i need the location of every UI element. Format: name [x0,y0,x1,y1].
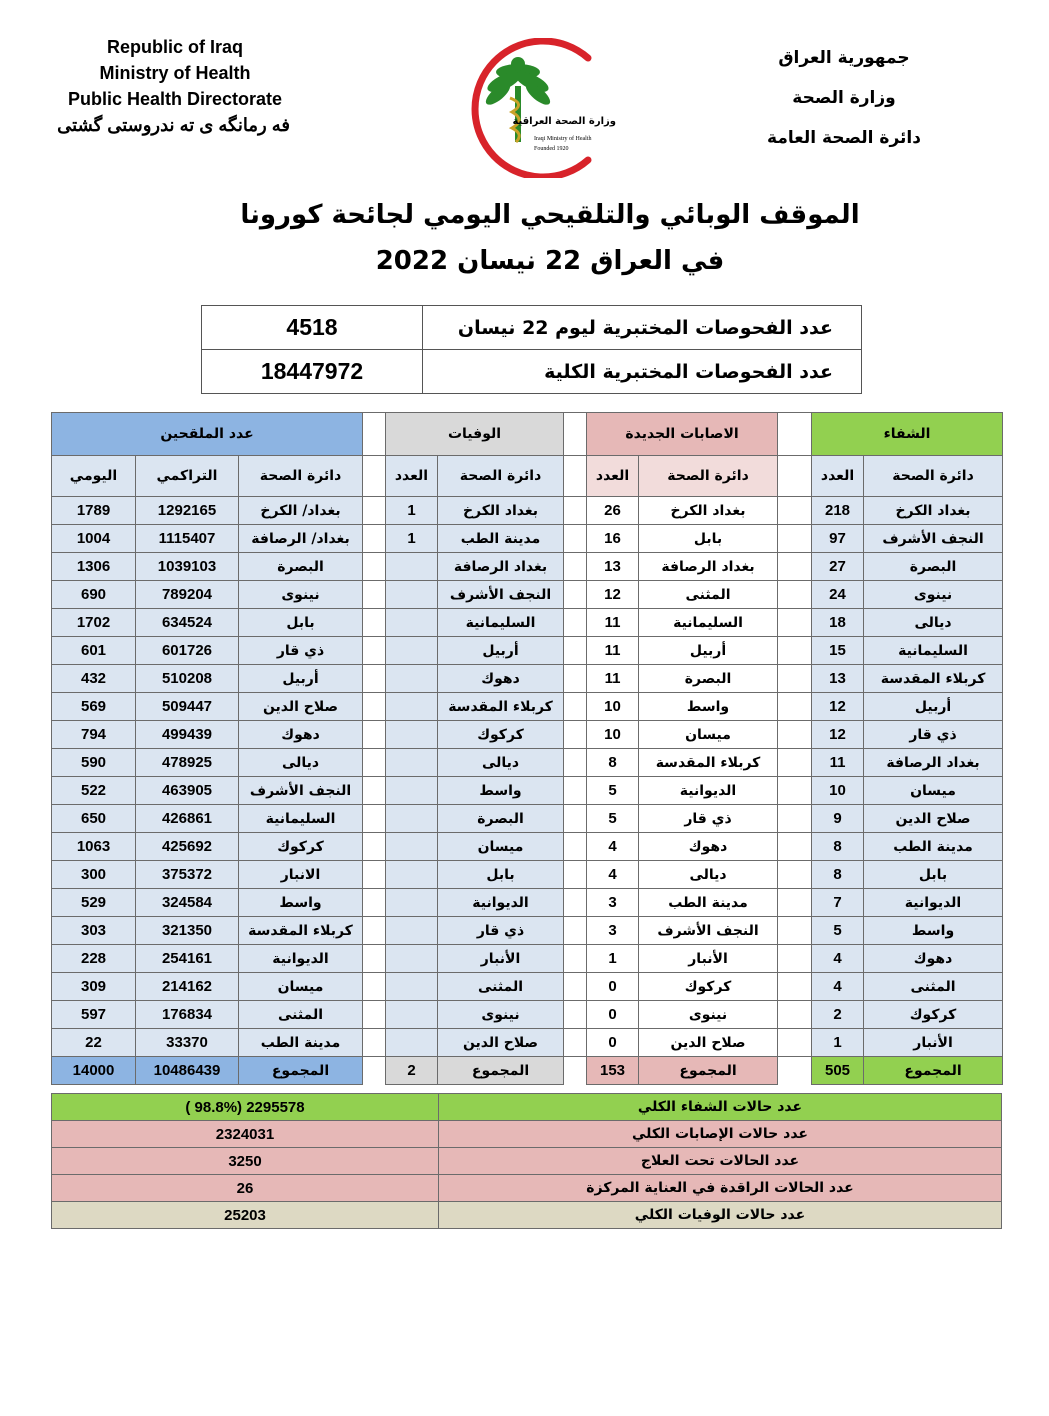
cell-vac-directorate: الديوانية [239,945,363,973]
main-table [51,412,1003,1085]
cell-dead-directorate: ذي قار [438,917,564,945]
cell-vac-cumulative: 375372 [136,861,239,889]
summary-table [51,1093,1002,1229]
total-dead-count: 2 [386,1057,438,1085]
cell-vac-daily: 597 [52,1001,136,1029]
summary-recovered-label: عدد حالات الشفاء الكلي [439,1094,1002,1121]
cell-dead-count: 1 [386,525,438,553]
cell-vac-cumulative: 463905 [136,777,239,805]
header-ku-line: فه رمانگه ى ته ندروستى گشتى [57,115,290,135]
cell-inf-directorate: صلاح الدين [639,1029,778,1057]
summary-under-treatment-label: عدد الحالات تحت العلاج [439,1148,1002,1175]
cell-inf-directorate: بغداد الكرخ [639,497,778,525]
cell-rec-count: 11 [812,749,864,777]
cell-rec-count: 12 [812,721,864,749]
cell-rec-count: 218 [812,497,864,525]
cell-vac-daily: 1306 [52,553,136,581]
cell-rec-count: 4 [812,945,864,973]
cell-inf-directorate: بابل [639,525,778,553]
cell-rec-count: 10 [812,777,864,805]
cell-vac-cumulative: 634524 [136,609,239,637]
table-row [52,1001,1003,1029]
cell-dead-count [386,833,438,861]
cell-rec-count: 12 [812,693,864,721]
cell-dead-count [386,749,438,777]
cell-vac-cumulative: 789204 [136,581,239,609]
tests-daily-value: 4518 [202,306,423,350]
cell-rec-count: 24 [812,581,864,609]
col-rec-directorate: دائرة الصحة [864,456,1003,497]
cell-rec-count: 1 [812,1029,864,1057]
table-row [52,693,1003,721]
column-header-row [52,456,1003,497]
cell-dead-count: 1 [386,497,438,525]
cell-rec-directorate: الأنبار [864,1029,1003,1057]
header-english [57,34,290,138]
cell-vac-cumulative: 426861 [136,805,239,833]
cell-dead-count [386,581,438,609]
cell-vac-daily: 1004 [52,525,136,553]
cell-dead-count [386,637,438,665]
cell-vac-directorate: مدينة الطب [239,1029,363,1057]
cell-vac-daily: 432 [52,665,136,693]
cell-rec-directorate: ذي قار [864,721,1003,749]
cell-dead-count [386,973,438,1001]
tests-total-value: 18447972 [202,350,423,394]
tests-row-total [202,350,862,394]
cell-vac-cumulative: 33370 [136,1029,239,1057]
summary-icu-label: عدد الحالات الراقدة في العناية المركزة [439,1175,1002,1202]
cell-rec-count: 4 [812,973,864,1001]
cell-vac-directorate: واسط [239,889,363,917]
cell-rec-count: 15 [812,637,864,665]
table-row [52,945,1003,973]
col-cumulative: التراكمي [136,456,239,497]
cell-dead-directorate: السليمانية [438,609,564,637]
header-en-line-1: Republic of Iraq [106,37,243,57]
cell-dead-count [386,1029,438,1057]
col-inf-count: العدد [587,456,639,497]
cell-inf-directorate: النجف الأشرف [639,917,778,945]
cell-vac-cumulative: 601726 [136,637,239,665]
cell-vac-cumulative: 425692 [136,833,239,861]
cell-vac-daily: 22 [52,1029,136,1057]
cell-dead-directorate: البصرة [438,805,564,833]
summary-row-deaths [52,1202,1002,1229]
cell-dead-directorate: الديوانية [438,889,564,917]
total-vac-daily: 14000 [52,1057,136,1085]
table-row [52,805,1003,833]
cell-dead-count [386,777,438,805]
cell-vac-directorate: نينوى [239,581,363,609]
table-row [52,665,1003,693]
table-row [52,497,1003,525]
table-row [52,749,1003,777]
cell-inf-count: 10 [587,693,639,721]
table-row [52,861,1003,889]
table-row [52,1029,1003,1057]
total-inf-count: 153 [587,1057,639,1085]
cell-rec-count: 8 [812,833,864,861]
cell-rec-directorate: بابل [864,861,1003,889]
table-row [52,525,1003,553]
cell-inf-count: 13 [587,553,639,581]
cell-rec-count: 18 [812,609,864,637]
cell-dead-directorate: صلاح الدين [438,1029,564,1057]
cell-vac-directorate: المثنى [239,1001,363,1029]
cell-rec-count: 13 [812,665,864,693]
summary-deaths-value: 25203 [52,1202,439,1229]
cell-dead-count [386,889,438,917]
cell-inf-directorate: بغداد الرصافة [639,553,778,581]
cell-rec-directorate: البصرة [864,553,1003,581]
cell-rec-directorate: كربلاء المقدسة [864,665,1003,693]
table-row [52,581,1003,609]
cell-inf-count: 3 [587,917,639,945]
cell-rec-directorate: السليمانية [864,637,1003,665]
total-rec-count: 505 [812,1057,864,1085]
cell-inf-count: 10 [587,721,639,749]
table-row [52,637,1003,665]
logo-text: وزارة الصحة العراقية [512,116,616,127]
palm-tree-icon [438,38,608,178]
cell-dead-count [386,861,438,889]
cell-inf-count: 11 [587,665,639,693]
cell-vac-daily: 569 [52,693,136,721]
cell-vac-daily: 1789 [52,497,136,525]
cell-inf-count: 4 [587,861,639,889]
cell-vac-daily: 690 [52,581,136,609]
cell-dead-directorate: ميسان [438,833,564,861]
summary-row-under-treatment [52,1148,1002,1175]
cell-vac-cumulative: 176834 [136,1001,239,1029]
cell-dead-count [386,665,438,693]
cell-vac-directorate: كركوك [239,833,363,861]
tests-daily-label: عدد الفحوصات المختبرية ليوم 22 نيسان [423,306,862,350]
cell-dead-directorate: النجف الأشرف [438,581,564,609]
summary-under-treatment-value: 3250 [52,1148,439,1175]
cell-inf-count: 4 [587,833,639,861]
cell-inf-count: 3 [587,889,639,917]
cell-vac-directorate: النجف الأشرف [239,777,363,805]
table-row [52,973,1003,1001]
header-ar-line-2: وزارة الصحة [792,88,896,108]
cell-vac-daily: 309 [52,973,136,1001]
category-vaccinated: عدد الملقحين [52,413,363,456]
cell-vac-daily: 650 [52,805,136,833]
cell-rec-directorate: دهوك [864,945,1003,973]
cell-inf-count: 5 [587,805,639,833]
cell-dead-directorate: أربيل [438,637,564,665]
cell-inf-directorate: كركوك [639,973,778,1001]
cell-rec-directorate: ديالى [864,609,1003,637]
cell-dead-directorate: كركوك [438,721,564,749]
total-rec-label: المجموع [864,1057,1003,1085]
cell-vac-cumulative: 1039103 [136,553,239,581]
cell-rec-directorate: المثنى [864,973,1003,1001]
total-vac-cumulative: 10486439 [136,1057,239,1085]
cell-rec-directorate: مدينة الطب [864,833,1003,861]
cell-inf-count: 26 [587,497,639,525]
cell-vac-directorate: ديالى [239,749,363,777]
cell-dead-count [386,917,438,945]
cell-rec-directorate: ميسان [864,777,1003,805]
col-dead-directorate: دائرة الصحة [438,456,564,497]
tests-table [201,305,862,394]
summary-row-recovered [52,1094,1002,1121]
cell-vac-directorate: ميسان [239,973,363,1001]
total-dead-label: المجموع [438,1057,564,1085]
cell-dead-directorate: واسط [438,777,564,805]
cell-rec-directorate: الديوانية [864,889,1003,917]
cell-inf-count: 12 [587,581,639,609]
header-en-line-2: Ministry of Health [99,63,251,83]
table-row [52,889,1003,917]
cell-inf-directorate: مدينة الطب [639,889,778,917]
header-ar-line-3: دائرة الصحة العامة [767,128,921,148]
cell-dead-directorate: ديالى [438,749,564,777]
table-row [52,777,1003,805]
total-vac-label: المجموع [239,1057,363,1085]
cell-dead-directorate: نينوى [438,1001,564,1029]
cell-inf-count: 1 [587,945,639,973]
cell-vac-cumulative: 1115407 [136,525,239,553]
cell-dead-count [386,945,438,973]
cell-vac-cumulative: 214162 [136,973,239,1001]
cell-vac-cumulative: 1292165 [136,497,239,525]
cell-dead-directorate: بابل [438,861,564,889]
cell-inf-count: 0 [587,973,639,1001]
header-ar-line-1: جمهورية العراق [778,48,910,68]
category-header-row [52,413,1003,456]
cell-vac-cumulative: 321350 [136,917,239,945]
cell-inf-directorate: ميسان [639,721,778,749]
summary-row-infections [52,1121,1002,1148]
cell-dead-count [386,693,438,721]
cell-inf-directorate: ديالى [639,861,778,889]
cell-inf-directorate: واسط [639,693,778,721]
cell-vac-directorate: صلاح الدين [239,693,363,721]
cell-inf-directorate: البصرة [639,665,778,693]
cell-rec-count: 27 [812,553,864,581]
cell-vac-cumulative: 499439 [136,721,239,749]
table-row [52,609,1003,637]
summary-recovered-value: ( 98.8%) 2295578 [52,1094,439,1121]
summary-infections-label: عدد حالات الإصابات الكلي [439,1121,1002,1148]
cell-vac-daily: 303 [52,917,136,945]
cell-vac-directorate: بغداد/ الكرخ [239,497,363,525]
cell-inf-directorate: نينوى [639,1001,778,1029]
cell-dead-directorate: مدينة الطب [438,525,564,553]
cell-vac-cumulative: 509447 [136,693,239,721]
cell-rec-directorate: بغداد الكرخ [864,497,1003,525]
cell-dead-directorate: بغداد الرصافة [438,553,564,581]
cell-inf-directorate: المثنى [639,581,778,609]
header-arabic [744,38,944,158]
cell-inf-directorate: أربيل [639,637,778,665]
summary-icu-value: 26 [52,1175,439,1202]
cell-inf-directorate: ذي قار [639,805,778,833]
tests-row-daily [202,306,862,350]
cell-dead-directorate: دهوك [438,665,564,693]
cell-rec-count: 2 [812,1001,864,1029]
cell-rec-directorate: أربيل [864,693,1003,721]
col-daily: اليومي [52,456,136,497]
cell-inf-count: 11 [587,637,639,665]
cell-rec-count: 97 [812,525,864,553]
cell-rec-directorate: واسط [864,917,1003,945]
logo-founded: Founded 1920 [534,146,569,152]
cell-rec-count: 8 [812,861,864,889]
cell-vac-directorate: ذي قار [239,637,363,665]
header-en-line-3: Public Health Directorate [67,89,283,109]
page-title [150,192,950,284]
tests-total-label: عدد الفحوصات المختبرية الكلية [423,350,862,394]
cell-inf-directorate: الأنبار [639,945,778,973]
table-row [52,721,1003,749]
col-dead-count: العدد [386,456,438,497]
cell-inf-directorate: كربلاء المقدسة [639,749,778,777]
cell-dead-count [386,609,438,637]
cell-vac-cumulative: 478925 [136,749,239,777]
cell-vac-directorate: البصرة [239,553,363,581]
category-new-cases: الاصابات الجديدة [587,413,778,456]
cell-rec-directorate: نينوى [864,581,1003,609]
category-recovered: الشفاء [812,413,1003,456]
cell-rec-count: 7 [812,889,864,917]
cell-inf-directorate: السليمانية [639,609,778,637]
cell-vac-directorate: بغداد/ الرصافة [239,525,363,553]
cell-inf-count: 0 [587,1001,639,1029]
cell-inf-directorate: الديوانية [639,777,778,805]
cell-vac-directorate: أربيل [239,665,363,693]
cell-dead-count [386,805,438,833]
table-row [52,833,1003,861]
cell-dead-directorate: المثنى [438,973,564,1001]
cell-vac-directorate: الانبار [239,861,363,889]
title-line-1: الموقف الوبائي والتلقيحي اليومي لجائحة كورونا [240,200,860,230]
col-rec-count: العدد [812,456,864,497]
cell-vac-daily: 522 [52,777,136,805]
title-line-2: في العراق 22 نيسان 2022 [375,246,725,276]
cell-inf-count: 8 [587,749,639,777]
cell-rec-directorate: النجف الأشرف [864,525,1003,553]
cell-inf-directorate: دهوك [639,833,778,861]
cell-vac-daily: 300 [52,861,136,889]
cell-vac-daily: 1702 [52,609,136,637]
cell-dead-directorate: كربلاء المقدسة [438,693,564,721]
cell-rec-count: 5 [812,917,864,945]
table-row [52,917,1003,945]
cell-vac-cumulative: 254161 [136,945,239,973]
cell-vac-daily: 529 [52,889,136,917]
category-deaths: الوفيات [386,413,564,456]
cell-inf-count: 11 [587,609,639,637]
cell-vac-directorate: السليمانية [239,805,363,833]
totals-row [52,1057,1003,1085]
cell-vac-directorate: دهوك [239,721,363,749]
cell-dead-directorate: الأنبار [438,945,564,973]
cell-dead-count [386,553,438,581]
cell-dead-count [386,721,438,749]
total-inf-label: المجموع [639,1057,778,1085]
cell-vac-daily: 1063 [52,833,136,861]
cell-vac-directorate: كربلاء المقدسة [239,917,363,945]
ministry-logo [438,38,616,178]
cell-vac-daily: 601 [52,637,136,665]
cell-rec-count: 9 [812,805,864,833]
cell-vac-daily: 590 [52,749,136,777]
cell-vac-daily: 228 [52,945,136,973]
logo-subtitle: Iraqi Ministry of Health [534,136,592,142]
cell-inf-count: 0 [587,1029,639,1057]
col-inf-directorate: دائرة الصحة [639,456,778,497]
cell-dead-count [386,1001,438,1029]
summary-row-icu [52,1175,1002,1202]
cell-inf-count: 16 [587,525,639,553]
summary-deaths-label: عدد حالات الوفيات الكلي [439,1202,1002,1229]
summary-infections-value: 2324031 [52,1121,439,1148]
cell-vac-cumulative: 324584 [136,889,239,917]
cell-rec-directorate: كركوك [864,1001,1003,1029]
cell-dead-directorate: بغداد الكرخ [438,497,564,525]
col-vac-directorate: دائرة الصحة [239,456,363,497]
cell-vac-daily: 794 [52,721,136,749]
cell-rec-directorate: صلاح الدين [864,805,1003,833]
table-row [52,553,1003,581]
cell-vac-cumulative: 510208 [136,665,239,693]
cell-rec-directorate: بغداد الرصافة [864,749,1003,777]
cell-vac-directorate: بابل [239,609,363,637]
cell-inf-count: 5 [587,777,639,805]
